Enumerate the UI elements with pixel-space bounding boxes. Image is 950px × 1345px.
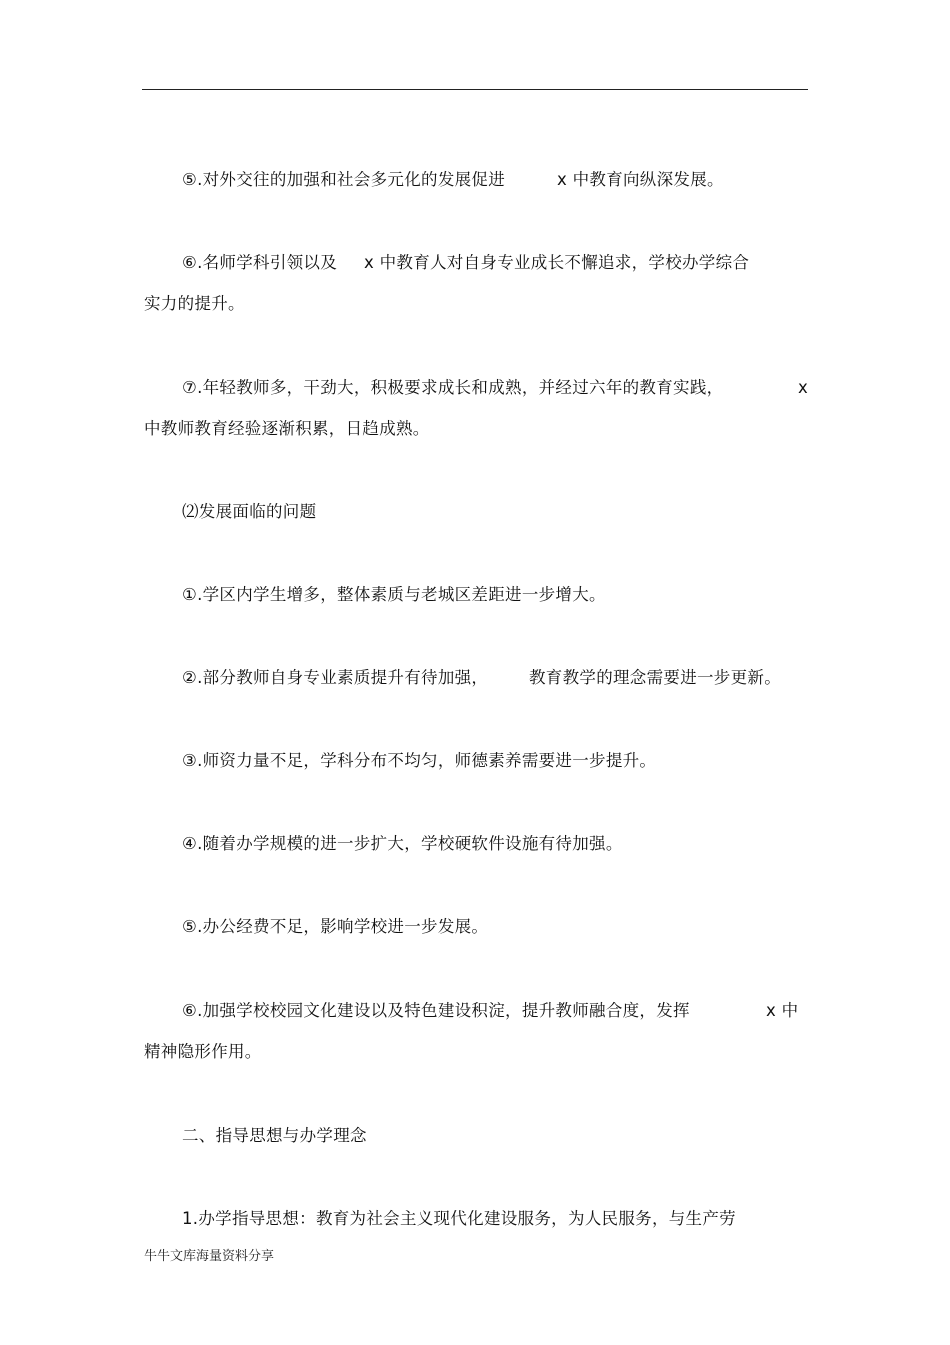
- paragraph-line: 中教师教育经验逐渐积累，日趋成熟。: [144, 419, 430, 438]
- chapter-heading: 二、指导思想与办学理念: [182, 1126, 367, 1145]
- list-item: ①.学区内学生增多，整体素质与老城区差距进一步增大。: [182, 585, 606, 604]
- paragraph-line: 实力的提升。: [144, 294, 245, 313]
- list-item: 教育教学的理念需要进一步更新。: [529, 668, 781, 687]
- list-item: ③.师资力量不足，学科分布不均匀，师德素养需要进一步提升。: [182, 751, 657, 770]
- paragraph-line: ⑥.名师学科引领以及: [182, 253, 338, 272]
- page-footer: 牛牛文库海量资料分享: [144, 1249, 275, 1264]
- paragraph-line: x 中教育向纵深发展。: [557, 170, 724, 189]
- paragraph-line: x: [798, 378, 809, 397]
- list-item: 精神隐形作用。: [144, 1042, 262, 1061]
- list-item: x 中: [766, 1001, 799, 1020]
- header-rule: [142, 89, 808, 90]
- section-heading: ⑵发展面临的问题: [182, 502, 317, 521]
- paragraph-line: ⑦.年轻教师多，干劲大，积极要求成长和成熟，并经过六年的教育实践，: [182, 378, 724, 397]
- list-item: ⑤.办公经费不足，影响学校进一步发展。: [182, 917, 489, 936]
- paragraph-line: x 中教育人对自身专业成长不懈追求，学校办学综合: [364, 253, 750, 272]
- paragraph-line: 1.办学指导思想：教育为社会主义现代化建设服务，为人民服务，与生产劳: [182, 1209, 736, 1228]
- paragraph-line: ⑤.对外交往的加强和社会多元化的发展促进: [182, 170, 506, 189]
- list-item: ④.随着办学规模的进一步扩大，学校硬软件设施有待加强。: [182, 834, 623, 853]
- list-item: ②.部分教师自身专业素质提升有待加强，: [182, 668, 489, 687]
- list-item: ⑥.加强学校校园文化建设以及特色建设积淀，提升教师融合度，发挥: [182, 1001, 690, 1020]
